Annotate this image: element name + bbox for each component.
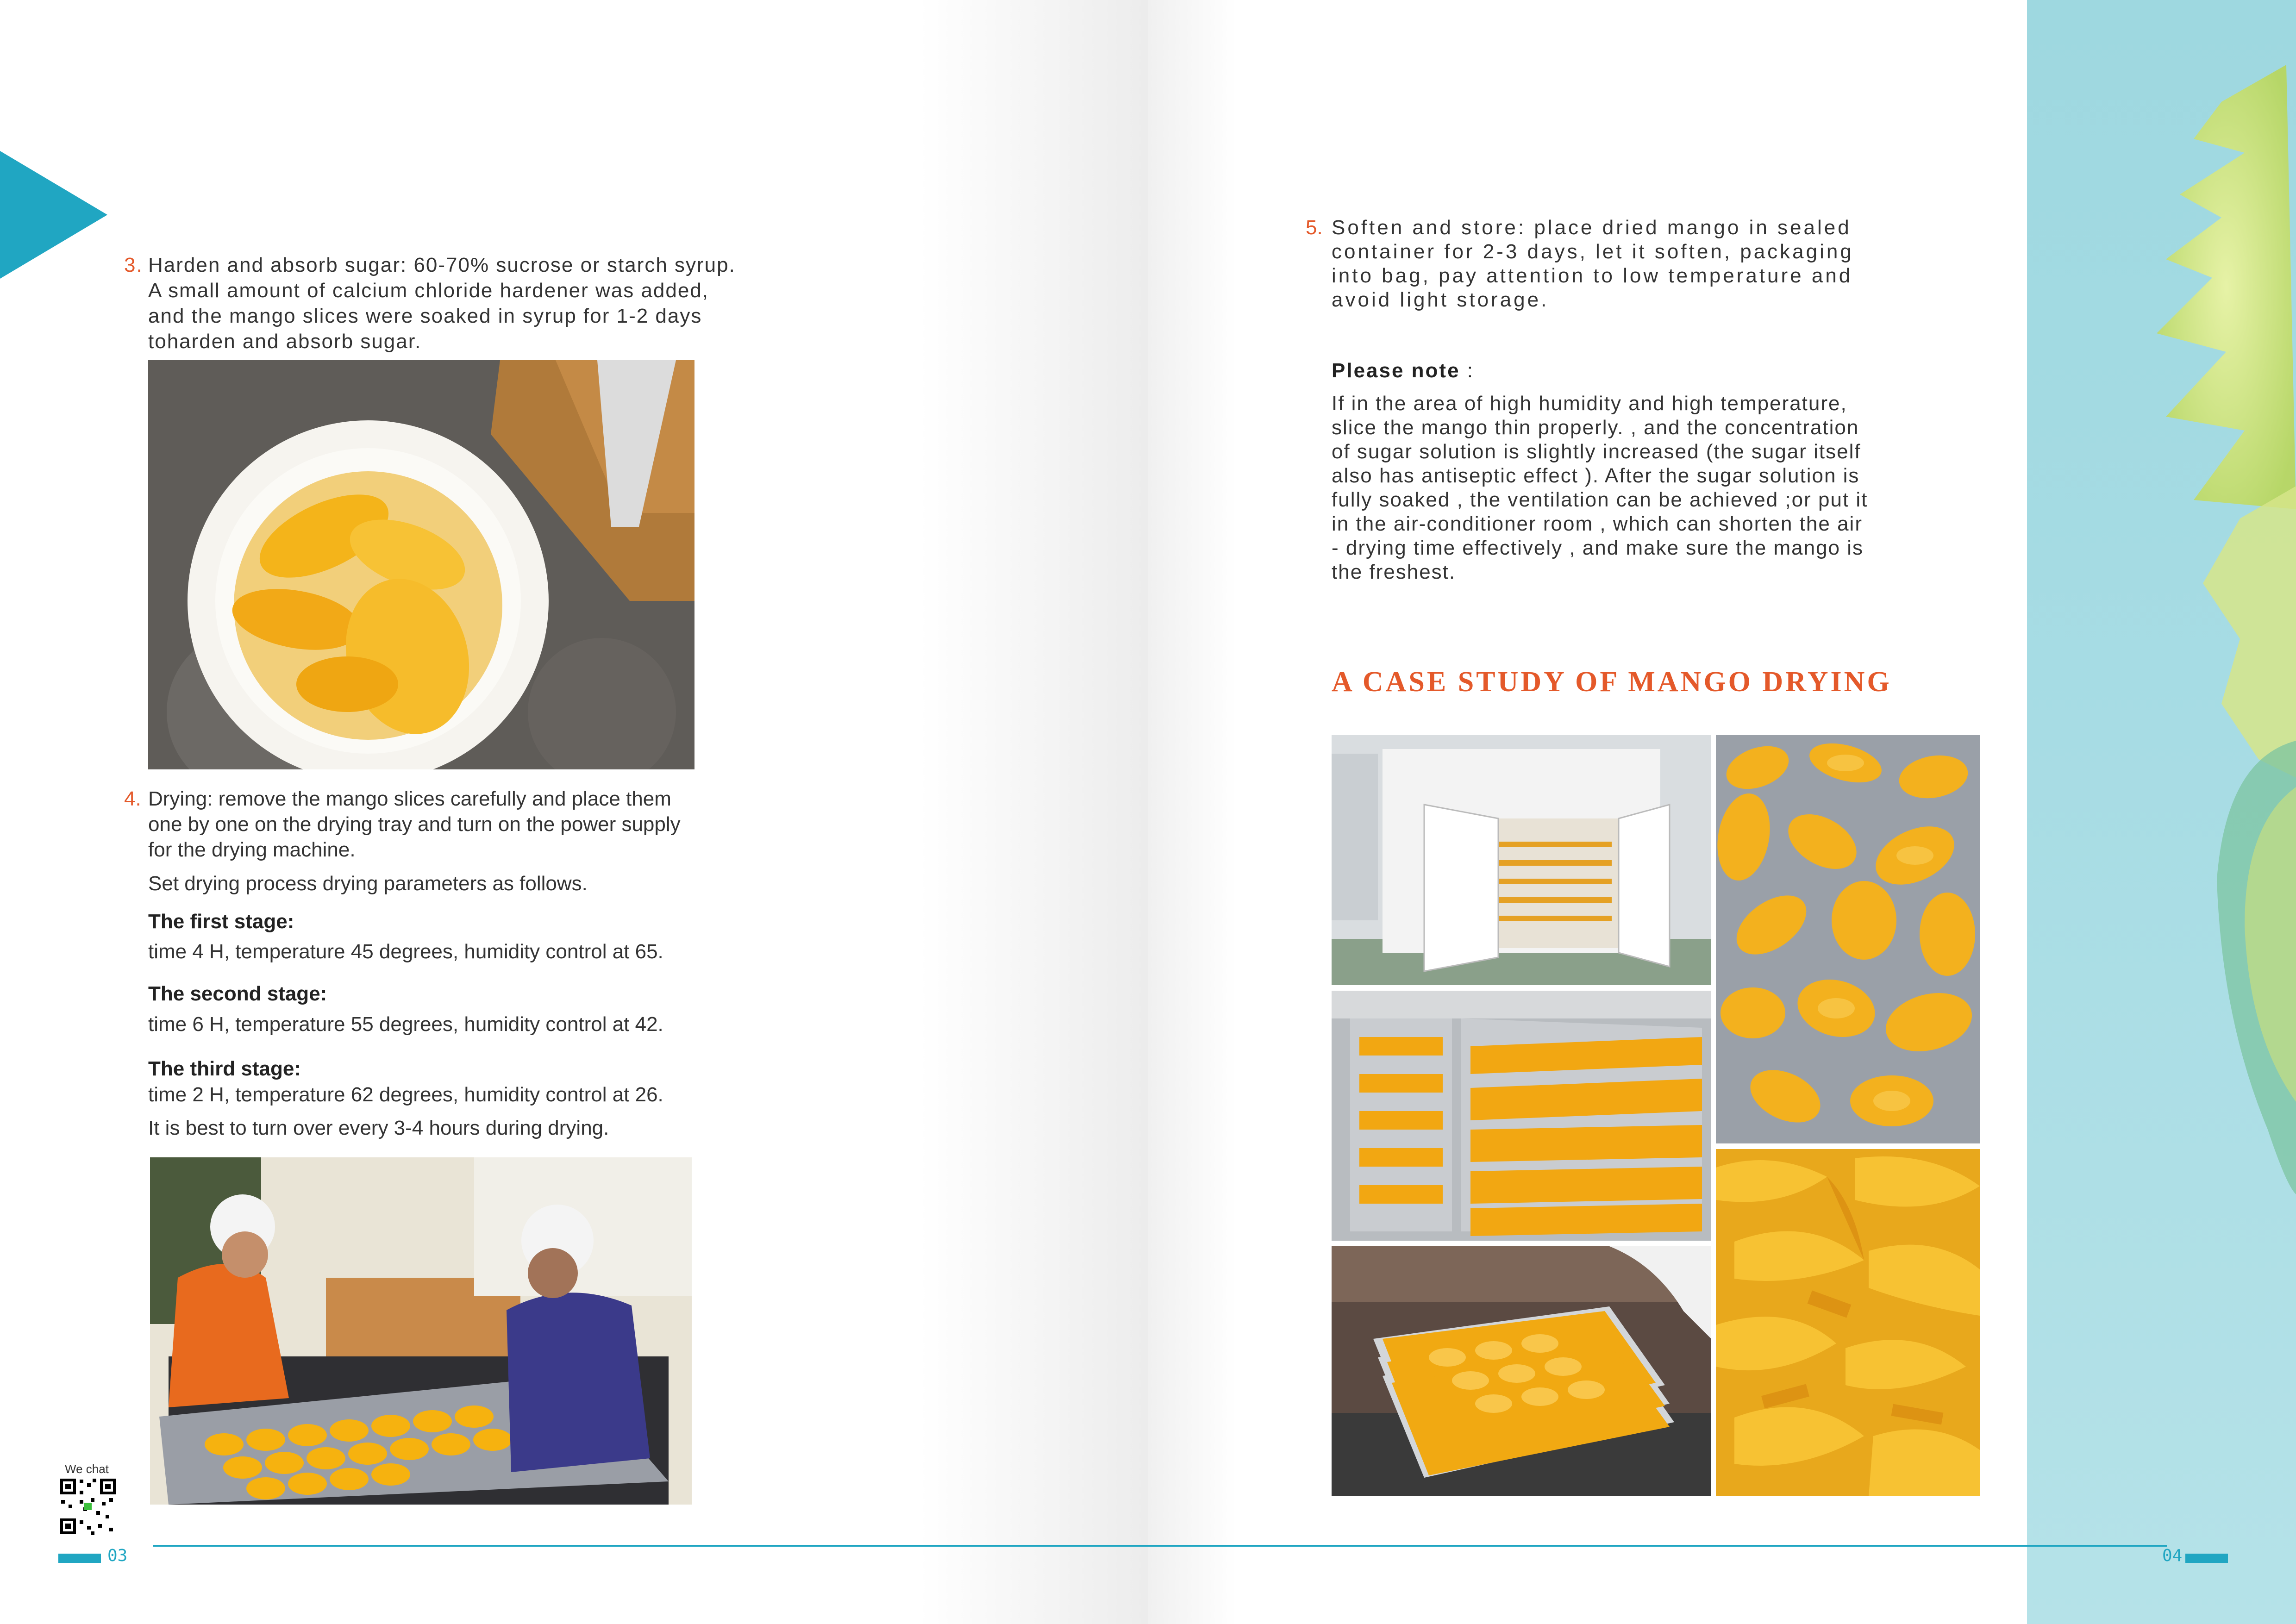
stage-1-title: The first stage: bbox=[148, 910, 294, 933]
drying-cabinet-photo bbox=[1332, 735, 1711, 985]
mango-slices-tray-photo bbox=[1716, 735, 1980, 1143]
stage-2-title: The second stage: bbox=[148, 982, 327, 1005]
step-4 bbox=[124, 786, 759, 862]
step-4-line: one by one on the drying tray and turn on the power supply bbox=[148, 813, 681, 836]
note-line: the freshest. bbox=[1332, 561, 1456, 583]
note-line: - drying time effectively , and make sure the mango is bbox=[1332, 537, 1864, 559]
step-3-number: 3. bbox=[124, 254, 143, 276]
step-3-line: toharden and absorb sugar. bbox=[148, 330, 422, 353]
stacked-trays-photo bbox=[1332, 1246, 1711, 1496]
please-note-heading bbox=[1332, 359, 1474, 382]
please-note-colon: : bbox=[1467, 359, 1475, 382]
footer-bar-left bbox=[58, 1554, 101, 1563]
note-line: If in the area of high humidity and high temperature, bbox=[1332, 392, 1847, 415]
wechat-label: We chat bbox=[65, 1462, 109, 1476]
step-5-line: container for 2-3 days, let it soften, packaging bbox=[1332, 240, 1854, 263]
mango-syrup-bowl-photo bbox=[148, 360, 694, 769]
stage-2-detail: time 6 H, temperature 55 degrees, humidity control at 42. bbox=[148, 1013, 663, 1036]
step-4-number: 4. bbox=[124, 787, 141, 810]
trays-in-cabinet-photo bbox=[1332, 991, 1711, 1241]
mango-flower-illustration bbox=[2027, 0, 2296, 1624]
turn-over-note: It is best to turn over every 3-4 hours during drying. bbox=[148, 1117, 609, 1139]
step-5-line: Soften and store: place dried mango in sealed bbox=[1332, 216, 1852, 239]
note-line: also has antiseptic effect ). After the sugar solution is bbox=[1332, 464, 1860, 487]
step-5 bbox=[1306, 216, 1933, 312]
stage-3-title: The third stage: bbox=[148, 1057, 301, 1080]
step-3-line: Harden and absorb sugar: 60-70% sucrose or starch syrup. bbox=[148, 254, 736, 276]
step-4-line: Drying: remove the mango slices carefully and place them bbox=[148, 787, 671, 810]
triangle-marker-icon bbox=[0, 151, 107, 279]
case-study-title: A CASE STUDY OF MANGO DRYING bbox=[1332, 666, 1892, 698]
stage-1-detail: time 4 H, temperature 45 degrees, humidity control at 65. bbox=[148, 940, 663, 963]
stage-3-detail: time 2 H, temperature 62 degrees, humidity control at 26. bbox=[148, 1083, 663, 1106]
step-5-number: 5. bbox=[1306, 216, 1323, 239]
page-number-right: 04 bbox=[2162, 1546, 2183, 1565]
step-3-line: and the mango slices were soaked in syrup for 1-2 days bbox=[148, 305, 702, 327]
page-number-left: 03 bbox=[107, 1546, 128, 1565]
note-line: of sugar solution is slightly increased (the sugar itself bbox=[1332, 440, 1861, 463]
note-line: in the air-conditioner room , which can shorten the air bbox=[1332, 512, 1863, 535]
step-5-line: into bag, pay attention to low temperature and bbox=[1332, 264, 1853, 287]
footer-divider bbox=[153, 1545, 2167, 1547]
step-3 bbox=[124, 252, 745, 354]
step-3-line: A small amount of calcium chloride hardener was added, bbox=[148, 279, 709, 302]
decorative-mango-panel bbox=[2027, 0, 2296, 1624]
drying-params-intro: Set drying process drying parameters as follows. bbox=[148, 872, 588, 895]
footer-bar-right bbox=[2185, 1554, 2228, 1563]
step-5-line: avoid light storage. bbox=[1332, 288, 1549, 311]
dried-mango-pile-photo bbox=[1716, 1149, 1980, 1496]
qr-code-icon[interactable] bbox=[58, 1477, 118, 1536]
note-line: fully soaked , the ventilation can be achieved ;or put it bbox=[1332, 488, 1868, 511]
workers-tray-photo bbox=[150, 1157, 692, 1505]
note-line: slice the mango thin properly. , and the concentration bbox=[1332, 416, 1859, 439]
please-note-title: Please note bbox=[1332, 359, 1460, 382]
step-4-line: for the drying machine. bbox=[148, 838, 356, 861]
please-note-body bbox=[1332, 392, 1933, 584]
